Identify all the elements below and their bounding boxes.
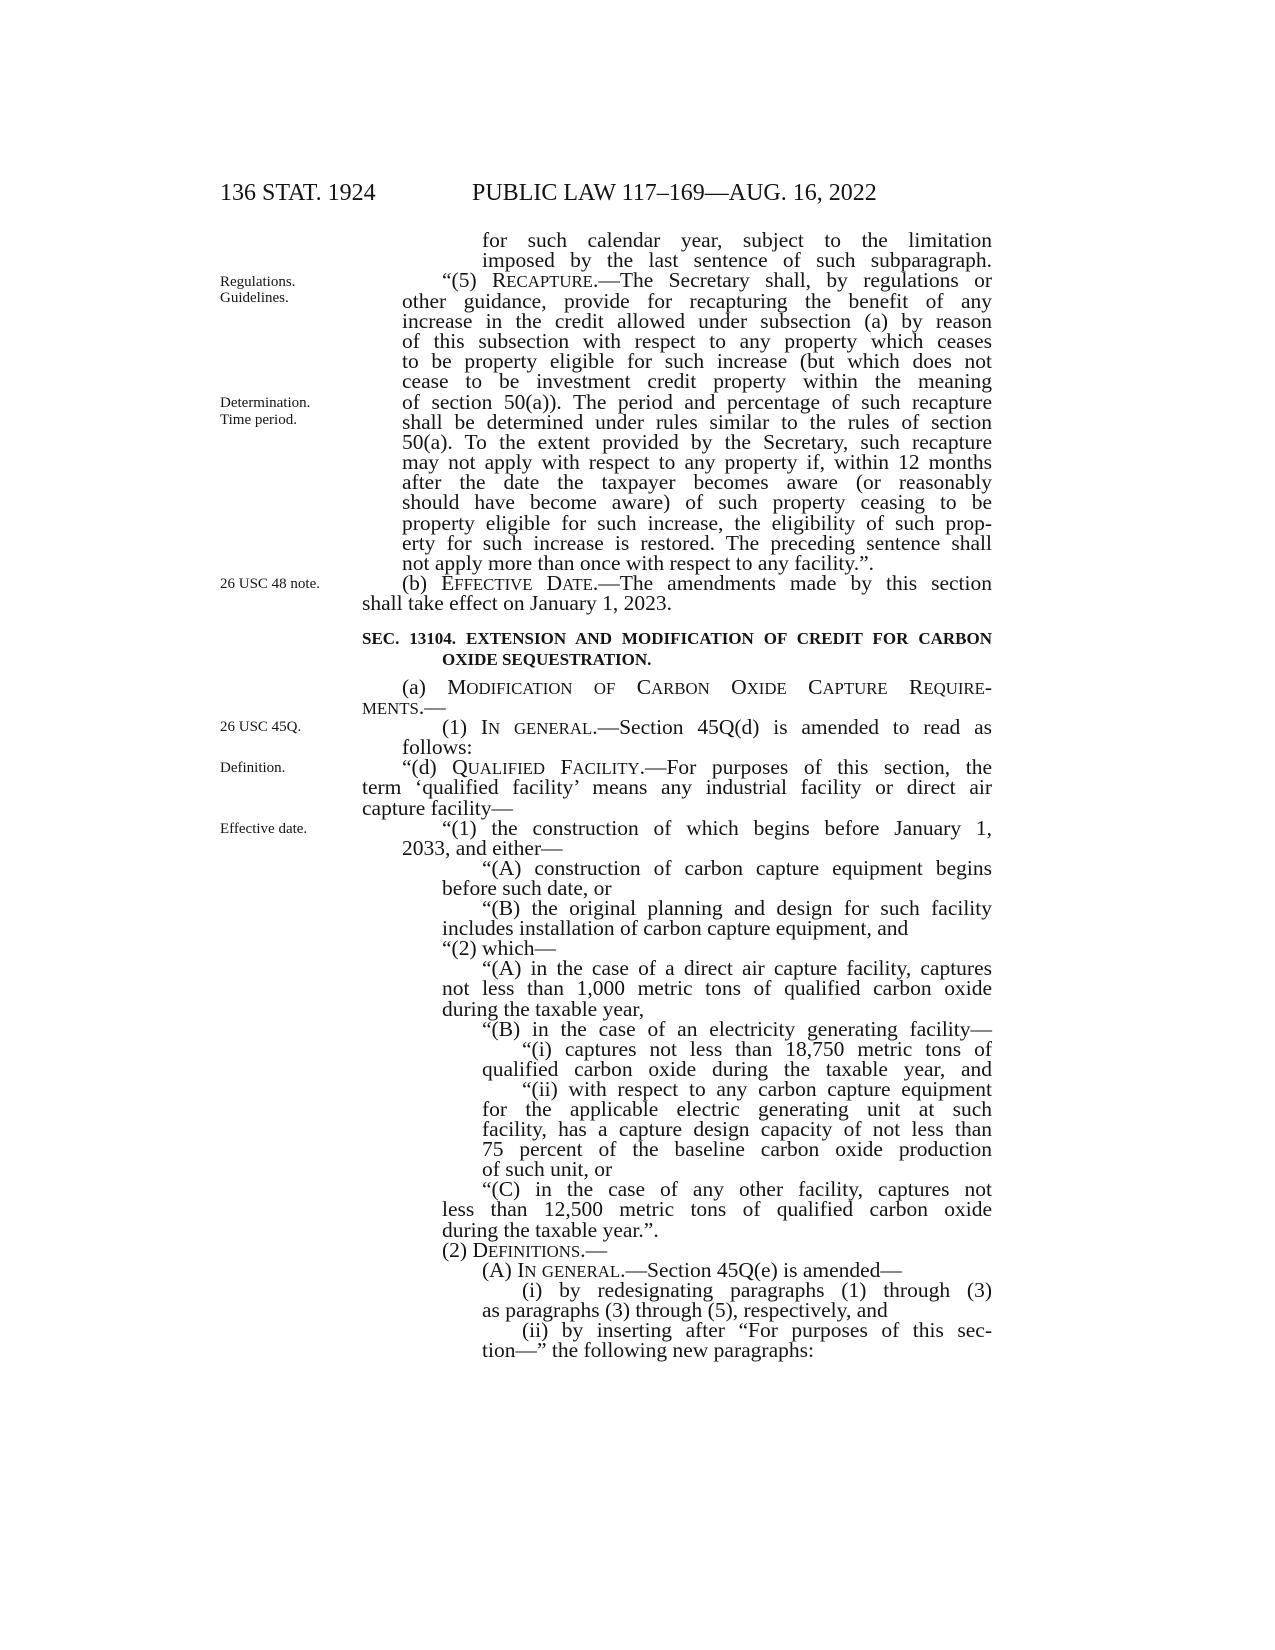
text-line: (1) IN GENERAL.—Section 45Q(d) is amended to read as — [442, 715, 993, 740]
small-caps: GENERAL — [513, 719, 593, 739]
running-head-stat: 136 STAT. 1924 — [220, 180, 376, 206]
text-line: other guidance, provide for recapturing the benefit of any — [402, 288, 992, 313]
section-heading-line: SEC. 13104. EXTENSION AND MODIFICATION OF CREDIT FOR CARBON — [362, 629, 992, 648]
text-line: “(B) the original planning and design for such facility — [482, 896, 992, 921]
margin-note: Guidelines. — [220, 290, 289, 306]
text-line: “(5) RECAPTURE.—The Secretary shall, by regulations or — [442, 268, 992, 293]
text-line: for such calendar year, subject to the limitation — [482, 228, 992, 252]
small-caps: MENTS — [362, 699, 419, 719]
small-caps: N — [488, 719, 501, 739]
text-line: term ‘qualified facility’ means any industrial facility or direct air — [362, 775, 992, 800]
text-line: of section 50(a)). The period and percentage of such recapture — [402, 389, 992, 414]
text-line: should have become aware) of such property ceasing to be — [402, 490, 992, 515]
text-line: increase in the credit allowed under subsection (a) by reason — [402, 308, 992, 333]
text-line: before such date, or — [442, 875, 612, 900]
text-line: shall be determined under rules similar to the rules of section — [402, 409, 992, 434]
text-line: facility, has a capture design capacity of not less than — [482, 1117, 992, 1142]
small-caps: N — [524, 1261, 537, 1281]
text-line: follows: — [402, 735, 473, 760]
margin-note: Regulations. — [220, 274, 296, 290]
text-line: “(2) which— — [442, 936, 557, 961]
text-line: 50(a). To the extent provided by the Secretary, such recapture — [402, 429, 992, 454]
text-line: “(B) in the case of an electricity generating facility— — [482, 1016, 992, 1041]
text-line: less than 12,500 metric tons of qualified carbon oxide — [442, 1197, 992, 1222]
small-caps: ARBON — [651, 679, 710, 698]
text-line: of this subsection with respect to any property which ceases — [402, 328, 992, 353]
text-line: 75 percent of the baseline carbon oxide production — [482, 1137, 992, 1162]
section-heading — [362, 628, 992, 670]
small-caps: ECAPTURE — [506, 272, 593, 292]
text-line: “(A) in the case of a direct air capture facility, captures — [482, 956, 992, 981]
text-line: tion—” the following new paragraphs: — [482, 1338, 814, 1363]
text-line: “(A) construction of carbon capture equipment begins — [482, 855, 992, 880]
small-caps: GENERAL — [541, 1261, 621, 1281]
margin-note: Determination. — [220, 395, 311, 411]
small-caps: EFINITIONS — [487, 1241, 581, 1261]
text-line: property eligible for such increase, the eligibility of such prop- — [402, 510, 992, 535]
text-line: not apply more than once with respect to any facility.”. — [402, 551, 875, 575]
text-line: (i) by redesignating paragraphs (1) through (3) — [522, 1277, 992, 1302]
text-line: “(1) the construction of which begins before January 1, — [442, 815, 992, 840]
text-line: imposed by the last sentence of such subparagraph. — [482, 248, 992, 273]
margin-note: Definition. — [220, 760, 286, 776]
text-line: (A) IN GENERAL.—Section 45Q(e) is amended— — [482, 1257, 902, 1282]
text-line: cease to be investment credit property within the meaning — [402, 369, 992, 394]
text-line: (ii) by inserting after “For purposes of this sec- — [522, 1318, 992, 1342]
text-line: not less than 1,000 metric tons of qualified carbon oxide — [442, 976, 992, 1001]
text-line: includes installation of carbon capture equipment, and — [442, 916, 909, 941]
small-caps: FFECTIVE — [454, 575, 533, 595]
small-caps: OF — [593, 679, 616, 698]
text-line: (a) MODIFICATION OF CARBON OXIDE CAPTURE REQUIRE- — [402, 675, 993, 699]
margin-note: Time period. — [220, 412, 297, 428]
body-text-block — [362, 675, 993, 1363]
text-line: during the taxable year.”. — [442, 1217, 659, 1242]
text-line: erty for such increase is restored. The preceding sentence shall — [402, 530, 992, 555]
text-line: shall take effect on January 1, 2023. — [362, 591, 673, 616]
text-line: of such unit, or — [482, 1157, 613, 1182]
section-heading-line: OXIDE SEQUESTRATION. — [442, 650, 652, 669]
text-line: “(i) captures not less than 18,750 metric tons of — [522, 1036, 992, 1061]
text-line: may not apply with respect to any property if, within 12 months — [402, 450, 992, 475]
small-caps: UALIFIED — [467, 759, 545, 779]
text-line: (2) DEFINITIONS.— — [442, 1237, 608, 1262]
text-line: qualified carbon oxide during the taxable year, and — [482, 1056, 992, 1081]
small-caps: APTURE — [822, 679, 888, 698]
margin-note: 26 USC 45Q. — [220, 719, 302, 735]
text-line: “(C) in the case of any other facility, captures not — [482, 1177, 992, 1202]
text-line: for the applicable electric generating unit at such — [482, 1096, 992, 1121]
text-line: during the taxable year, — [442, 996, 645, 1021]
text-line: “(ii) with respect to any carbon capture equipment — [522, 1076, 992, 1101]
small-caps: EQUIRE — [923, 679, 985, 698]
text-line: (b) EFFECTIVE DATE.—The amendments made by this section — [402, 571, 993, 596]
text-line: as paragraphs (3) through (5), respectively, and — [482, 1297, 888, 1322]
body-text-block — [362, 230, 992, 614]
small-caps: ACILITY — [572, 759, 640, 779]
small-caps: ODIFICATION — [466, 679, 573, 698]
text-line: 2033, and either— — [402, 835, 563, 860]
text-line: to be property eligible for such increase (but which does not — [402, 349, 992, 374]
running-head-law: PUBLIC LAW 117–169—AUG. 16, 2022 — [472, 180, 877, 206]
text-line: MENTS.— — [362, 695, 446, 720]
text-line: after the date the taxpayer becomes aware (or reasonably — [402, 470, 992, 495]
margin-note: Effective date. — [220, 821, 308, 837]
text-line: capture facility— — [362, 795, 514, 820]
small-caps: XIDE — [746, 679, 787, 698]
small-caps: ATE — [562, 575, 593, 595]
text-line: “(d) QUALIFIED FACILITY.—For purposes of this section, the — [402, 755, 992, 780]
margin-note: 26 USC 48 note. — [220, 576, 321, 592]
